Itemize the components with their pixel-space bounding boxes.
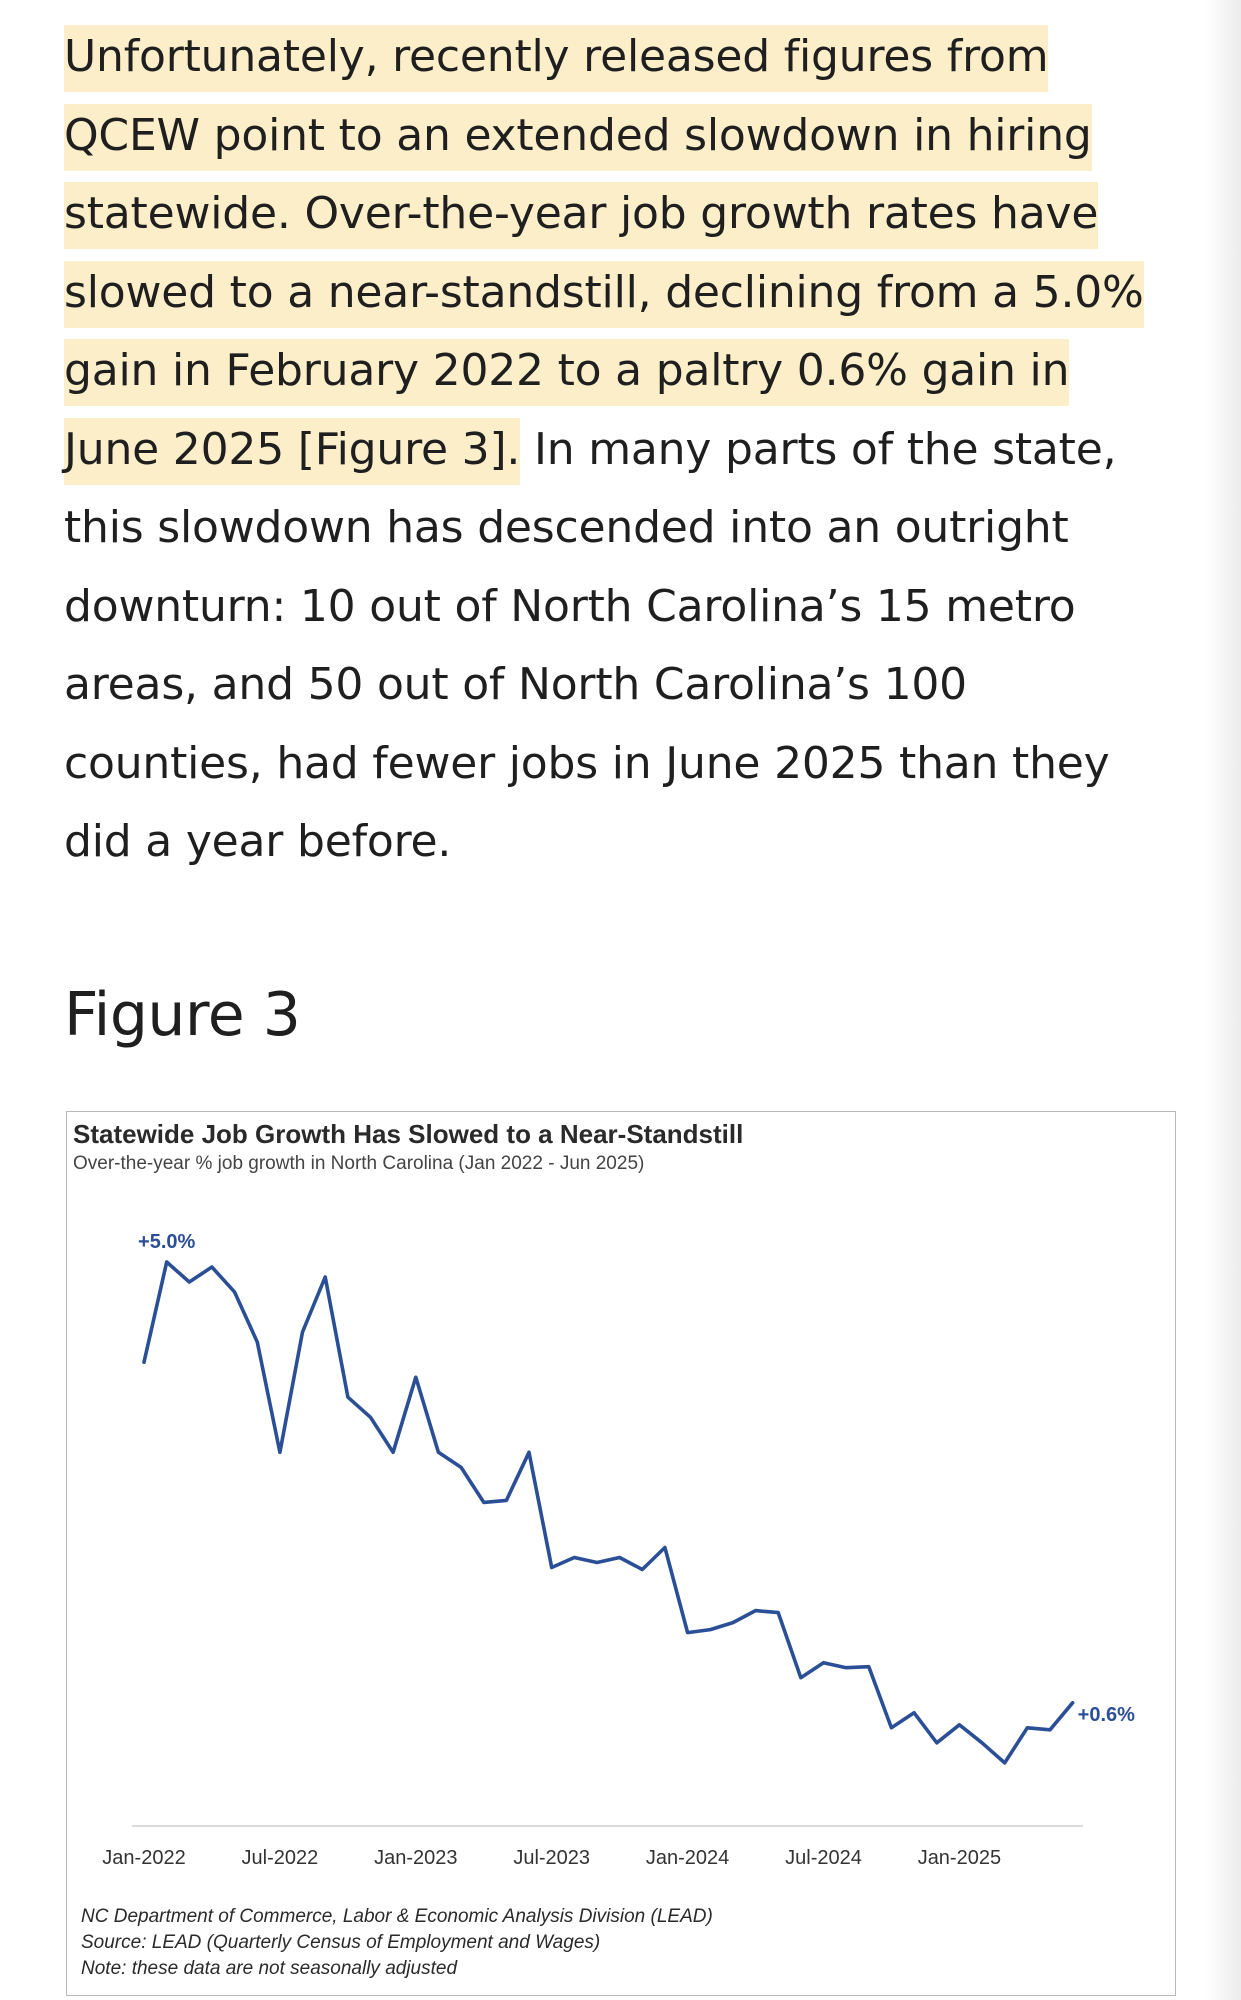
series-line	[144, 1262, 1073, 1763]
x-tick-label: Jul-2023	[513, 1847, 591, 1869]
chart-title: Statewide Job Growth Has Slowed to a Near-Standstill	[73, 1119, 744, 1149]
article-paragraph	[64, 18, 1174, 882]
data-label: +0.6%	[1077, 1703, 1135, 1726]
x-tick-label: Jul-2024	[785, 1847, 862, 1869]
chart-container	[66, 1111, 1176, 1996]
highlighted-text: Unfortunately, recently released figures from QCEW point to an extended slowdown in hiring statewide. Over-the-year job growth rates have slowed to a near-standstill, declining from a 5.0% gain in February 2022 to a paltry 0.6% gain in June 2025 [Figure 3].	[64, 25, 1144, 485]
data-label: +5.0%	[138, 1231, 196, 1253]
x-tick-label: Jan-2025	[917, 1847, 1002, 1869]
page-edge-shadow	[1205, 0, 1241, 2000]
figure-heading: Figure 3	[64, 980, 301, 1050]
line-chart	[67, 1112, 1175, 1992]
body-text: In many parts of the state, this slowdown has descended into an outright downturn: 10 out of North Carolina’s 15 metro areas, and 50 out of North Carolina’s 100 counties, had fewer jobs in June 2025 than they did a year before.	[64, 423, 1117, 867]
footnote-source: Source: LEAD (Quarterly Census of Employment and Wages)	[81, 1932, 601, 1953]
x-tick-label: Jan-2022	[102, 1847, 186, 1869]
chart-footnotes	[81, 1904, 713, 1982]
x-tick-label: Jan-2024	[645, 1847, 730, 1869]
x-tick-label: Jan-2023	[374, 1847, 458, 1869]
x-tick-label: Jul-2022	[241, 1847, 319, 1869]
chart-subtitle: Over-the-year % job growth in North Carolina (Jan 2022 - Jun 2025)	[73, 1153, 645, 1174]
footnote-note: Note: these data are not seasonally adjusted	[81, 1958, 458, 1979]
footnote-organization: NC Department of Commerce, Labor & Economic Analysis Division (LEAD)	[81, 1906, 713, 1927]
